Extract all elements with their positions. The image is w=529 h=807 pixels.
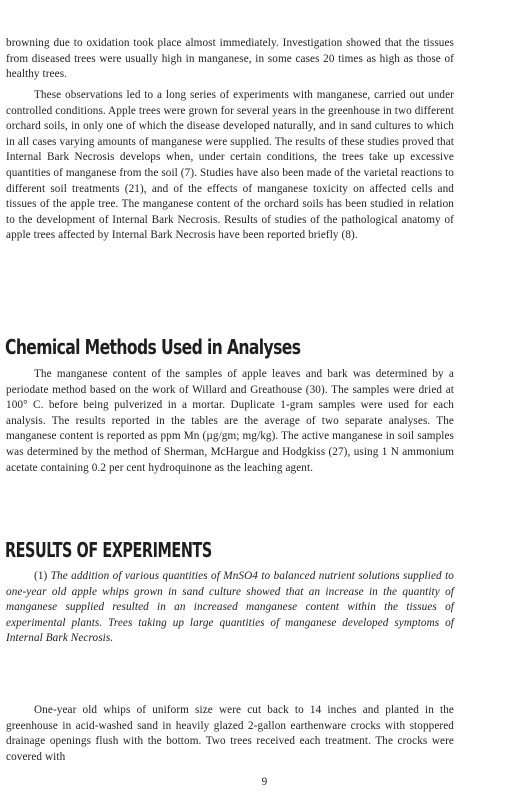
paragraph-continuation: browning due to oxidation took place almost immediately. Investigation showed that the tissues from diseased trees were usually high in manganese, in some cases 20 times as high as those of healthy trees. [6, 37, 454, 81]
section-heading-results: RESULTS OF EXPERIMENTS [5, 538, 212, 562]
page-number: 9 [261, 776, 268, 788]
paragraph-methods: The manganese content of the samples of apple leaves and bark was determined by a periodate method based on the work of Willard and Greathouse (30). The samples were dried at 100° C. before being pulverized in a mortar. Duplicate 1-gram samples were used for each analysis. The results reported in the tables are the average of two separate analyses. The manganese content is reported as ppm Mn (µg/gm; mg/kg). The active manganese in soil samples was determined by the method of Sherman, McHargue and Hodgkiss (27), using 1 N ammonium acetate containing 0.2 per cent hydroquinone as the leaching agent. [6, 368, 454, 474]
finding-number: (1) [34, 570, 51, 582]
paragraph-finding-1 [6, 569, 454, 647]
section-heading-methods: Chemical Methods Used in Analyses [5, 335, 301, 359]
paragraph-experiments: These observations led to a long series of experiments with manganese, carried out under controlled conditions. Apple trees were grown for several years in the greenhouse in two different orchard soils, in only one of which the disease developed naturally, and in sand cultures to which in all cases varying amounts of manganese were supplied. The results of these studies proved that Internal Bark Necrosis develops when, under certain conditions, the trees take up excessive quantities of manganese from the soil (7). Studies have also been made of the varietal reactions to different soil treatments (21), and of the effects of manganese toxicity on affected cells and tissues of the apple tree. The manganese content of the orchard soils has been studied in relation to the development of Internal Bark Necrosis. Results of studies of the pathological anatomy of apple trees affected by Internal Bark Necrosis have been reported briefly (8). [6, 89, 454, 242]
paragraph-procedure: One-year old whips of uniform size were cut back to 14 inches and planted in the greenhouse in acid-washed sand in heavily glazed 2-gallon earthenware crocks with stoppered drainage openings flush with the bottom. Two trees received each treatment. The crocks were covered with [6, 704, 454, 763]
finding-statement: The addition of various quantities of MnSO4 to balanced nutrient solutions supplied to one-year old apple whips grown in sand culture showed that an increase in the quantity of manganese supplied resulted in an increased manganese content within the tissues of experimental plants. Trees taking up large quantities of manganese developed symptoms of Internal Bark Necrosis. [6, 570, 454, 645]
